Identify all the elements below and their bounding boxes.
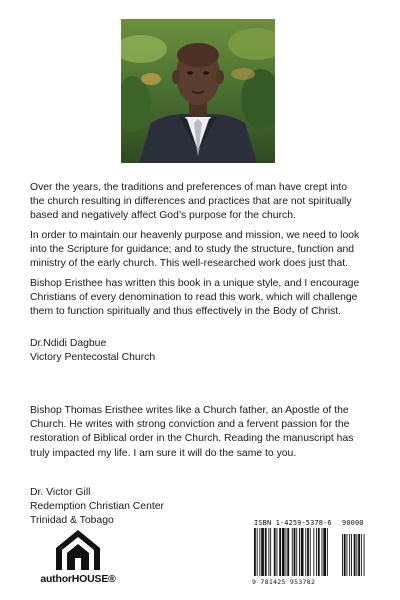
ean-digits: 9 781425 953782: [252, 578, 316, 586]
publisher-logo: [38, 526, 118, 586]
barcode-bar: [277, 528, 278, 576]
isbn-label: [254, 519, 364, 527]
text-line: into the Scripture for guidance; and to study the structure, function and: [30, 244, 355, 256]
publisher-name: authorHOUSE®: [40, 573, 116, 585]
endorser-location: Trinidad & Tobago: [30, 515, 114, 527]
barcode-bar: [299, 528, 300, 576]
barcode-bar: [259, 528, 260, 576]
barcode-addon-bar: [351, 534, 352, 576]
barcode-bar: [294, 528, 296, 576]
barcode-bar: [296, 528, 297, 576]
barcode-bar: [310, 528, 311, 576]
barcode-bar: [316, 528, 317, 576]
text-line: Over the years, the traditions and preferences of man have crept into: [30, 182, 348, 193]
barcode-addon-bar: [342, 534, 343, 576]
barcode-bar: [257, 528, 258, 576]
barcode-bar: [313, 528, 314, 576]
isbn-number: ISBN 1-4259-5378-6: [254, 519, 332, 527]
text-line: restoration of Biblical order in the Church. Reading the manuscript has: [30, 433, 354, 445]
barcode-bar: [323, 528, 326, 576]
endorser-affiliation: Victory Pentecostal Church: [30, 352, 156, 364]
text-line: them to function spiritually and thus effectively in the Body of Christ.: [30, 306, 342, 318]
barcode-addon-bar: [361, 534, 362, 576]
barcode-addon-bar: [344, 534, 346, 576]
barcode-bar: [286, 528, 287, 576]
isbn-barcode: [252, 519, 374, 589]
endorsement-paragraph-2: [30, 229, 372, 272]
barcode-bar: [292, 528, 293, 576]
barcode-addon-bar: [356, 534, 357, 576]
barcode-addon-bar: [364, 534, 365, 576]
barcode-bars: [252, 528, 374, 578]
endorsement-paragraph-4: [30, 404, 372, 461]
barcode-bar: [318, 528, 320, 576]
barcode-bar: [322, 528, 323, 576]
barcode-bar: [287, 528, 289, 576]
barcode-bar: [282, 528, 285, 576]
text-line: Church. He writes with strong conviction and a fervent passion for the: [30, 419, 350, 431]
barcode-bar: [270, 528, 271, 576]
endorser-signature-1: [30, 337, 372, 365]
endorser-name: Dr. Victor Gill: [30, 487, 91, 498]
text-line: Bishop Eristhee has written this book in a unique style, and I encourage: [30, 278, 360, 289]
text-line: truly impacted my life. I am sure it will do the same to you.: [30, 447, 297, 459]
endorser-name: Dr.Ndidi Dagbue: [30, 338, 107, 349]
text-line: ministry of the early church. This well-researched work does just that.: [30, 258, 349, 270]
text-line: the church resulting in differences and practices that are not spiritually: [30, 196, 352, 208]
text-line: Bishop Thomas Eristhee writes like a Church father, an Apostle of the: [30, 405, 349, 416]
barcode-bar: [307, 528, 309, 576]
barcode-bar: [265, 528, 267, 576]
barcode-addon-bar: [354, 534, 356, 576]
text-line: In order to maintain our heavenly purpose and mission, we need to look: [30, 230, 360, 241]
authorhouse-house-icon: [38, 526, 118, 572]
text-line: based and negatively affect God’s purpose for the church.: [30, 210, 296, 222]
barcode-bar: [274, 528, 276, 576]
text-line: Christians of every denomination to read this work, which will challenge: [30, 292, 358, 304]
barcode-bar: [327, 528, 328, 576]
barcode-bar: [268, 528, 269, 576]
barcode-bar: [254, 528, 256, 576]
barcode-bar: [261, 528, 264, 576]
endorsement-paragraph-3: [30, 277, 372, 320]
barcode-bar: [305, 528, 306, 576]
author-photo: [121, 19, 275, 163]
endorser-affiliation: Redemption Christian Center: [30, 501, 164, 513]
endorsement-paragraph-1: [30, 181, 372, 224]
barcode-addon-bar: [347, 534, 348, 576]
price-code: 90000: [342, 519, 364, 527]
barcode-addon-bar: [358, 534, 360, 576]
barcode-addon-bar: [349, 534, 350, 576]
barcode-bar: [301, 528, 304, 576]
barcode-bar: [279, 528, 281, 576]
